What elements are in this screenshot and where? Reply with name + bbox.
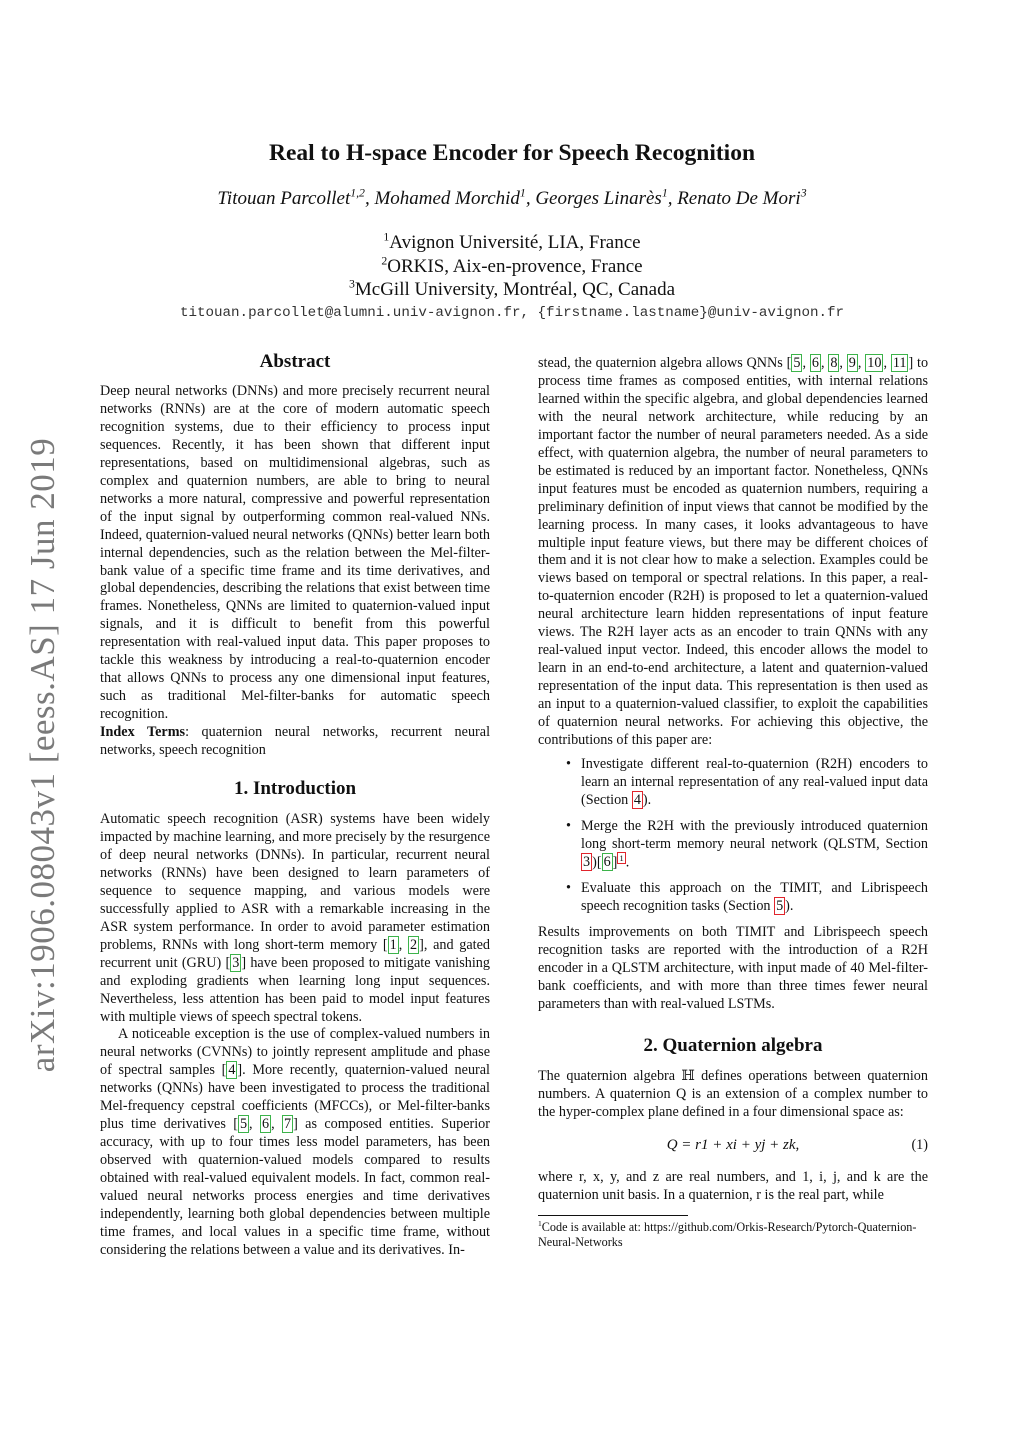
affiliations [0,231,1024,302]
affiliation: $^1$Avignon Université, LIA, France [383,230,641,253]
section-heading-introduction: 1. Introduction [233,778,357,800]
left-column [100,350,490,1260]
author-name: Georges Linarès [535,188,662,209]
quaternion-paragraph: The quaternion algebra ℍ defines operations between quaternion numbers. A quaternion Q is an extension of a complex number to the hyper-complex plane defined in a four dimensional space as: [538,1068,928,1120]
citation-link[interactable]: 4 [228,1062,236,1079]
citation-link[interactable]: 5 [793,355,801,371]
section-heading-quaternion-algebra: 2. Quaternion algebra [643,1035,823,1057]
equation-number: (1) [911,1136,928,1153]
arxiv-id: arXiv:1906.08043v1 [eess.AS] 17 Jun 2019 [23,437,62,1073]
citation-link[interactable]: 1 [389,936,397,953]
footnote-link[interactable]: 1 [619,852,624,863]
list-item: • Investigate different real-to-quaternion (R2H) encoders to learn an internal representation of any real-valued input data (Section 4 ). [566,755,928,808]
citation-link[interactable]: 6 [603,854,611,871]
contribution-list [538,756,928,916]
citation-link[interactable]: 2 [410,936,418,953]
intro-paragraph-1: Automatic speech recognition (ASR) systems have been widely impacted by machine learning, and more precisely by the resurgence of deep neural networks (DNNs). In particular, recurrent neural networks (RNNs) have been designed to learn parameters of sequence to sequence mapping, and various models were successfully applied to ASR with a remarkable increasing in the ASR system performance. In order to avoid parameter estimation problems, RNNs with long short-term memory [ 1 , 2 ], and gated recurrent unit (GRU) [ 3 ] have been proposed to mitigate vanishing and exploding gradients when learning long input sequences. Nevertheless, less attention has been paid to model input features with multiple views of speech spectral tokens. [100,811,490,1025]
citation-link[interactable]: 7 [283,1116,292,1133]
citation-link[interactable]: 3 [232,954,240,971]
citation-link[interactable]: 6 [261,1116,270,1133]
author-name: Renato De Mori [677,188,801,209]
footnote: $^1$Code is available at: https://github.com/Orkis-Research/Pytorch-Quaternion-Neural-Networks [538,1218,917,1249]
index-terms: Index Terms: quaternion neural networks, recurrent neural networks, speech recognition [100,724,491,759]
results-paragraph: Results improvements on both TIMIT and Librispeech speech recognition tasks are reported with the introduction of a R2H encoder in a QLSTM architecture, with input made of 40 Mel-filter-bank coefficients, and with more than three times fewer neural parameters than with real-valued LSTMs. [538,924,928,1013]
author-emails: titouan.parcollet@alumni.univ-avignon.fr, {firstname.lastname}@univ-avignon.fr [179,305,845,321]
arxiv-sidebar-stamp [20,437,66,1073]
section-link[interactable]: 3 [583,854,591,871]
section-link[interactable]: 5 [776,898,784,915]
citation-link[interactable]: 6 [811,355,819,371]
list-item: • Merge the R2H with the previously introduced quaternion long short-term memory neural network (QLSTM, Section 3 )[ 6 ] $^1$ . [566,817,928,871]
affiliation: $^3$McGill University, Montréal, QC, Canada [348,277,675,300]
citation-link[interactable]: 5 [239,1116,248,1133]
citation-link[interactable]: 10 [867,355,882,371]
citation-link[interactable]: 9 [848,355,856,371]
abstract-heading: Abstract [259,351,331,372]
author-name: Mohamed Morchid [374,188,520,209]
equation-1 [538,1137,928,1155]
affiliation: $^2$ORKIS, Aix-en-provence, France [381,254,643,277]
citation-link[interactable]: 8 [830,355,838,371]
abstract-text: Deep neural networks (DNNs) and more precisely recurrent neural networks (RNNs) are at the core of modern automatic speech recognition systems, due to their efficiency to process input sequences. Recently, it has been shown that different input representations, based on multidimensional algebras, such as complex and quaternion numbers, are able to bring to neural networks a more natural, compressive and powerful representation of the input signal by outperforming common real-valued NNs. Indeed, quaternion-valued neural networks (QNNs) better learn both internal dependencies, such as the relation between the Mel-filter-bank value of a specific time frame and its time derivatives, and global dependencies, describing the relations that exist between time frames. Nonetheless, QNNs are limited to quaternion-valued input signals, and it is difficult to benefit from this powerful representation with real-valued input data. This paper proposes to tackle this weakness by introducing a real-to-quaternion encoder that allows QNNs to process any one dimensional input features, such as traditional Mel-filter-banks for automatic speech recognition. [100,383,490,723]
list-item: • Evaluate this approach on the TIMIT, and Librispeech speech recognition tasks (Section 5 ). [566,880,928,915]
paper-title: Real to H-space Encoder for Speech Recognition [268,140,756,166]
equation-body: Q = r1 + xi + yj + zk, [666,1136,800,1153]
author-list: Titouan Parcollet$^{1,2}$, Mohamed Morchid$^1$, Georges Linarès$^1$, Renato De Mori$^3$ [217,186,807,209]
intro-paragraph-continued: stead, the quaternion algebra allows QNNs [ 5 , 6 , 8 , 9 , 10 , 11 ] to process time frames as composed entities, with internal relations learned within the specific algebra, and global dependencies learned with the neural network architecture, while reducing by an important factor the number of neural parameters needed. As a side effect, with quaternion algebra, the number of neural parameters to be estimated is reduced by an important factor. Nonetheless, QNNs input features must be encoded as quaternion numbers, requiring a preliminary definition of input views that cannot be modified by the learning process. In many cases, it looks advantageous to have multiple input feature views, but there may be different choices of them and it is not clear how to make a selection. Examples could be views based on temporal or spectral relations. In this paper, a real-to-quaternion encoder (R2H) is proposed to let a quaternion-valued neural architecture learn hidden representations of input feature views. The R2H layer acts as an encoder to train QNNs with any real-valued input vector. Indeed, this encoder allows the model to learn in an end-to-end architecture, a latent and quaternion-valued representation of the input data. This representation is then used as an input to a quaternion-valued classifier, to exploit the capabilities of quaternion neural networks. For achieving this objective, the contributions of this paper are: [538,355,929,749]
right-column [538,355,928,1250]
quaternion-paragraph-2: where r, x, y, and z are real numbers, and 1, i, j, and k are the quaternion unit basis. In a quaternion, r is the real part, while [538,1168,928,1203]
intro-paragraph-2: A noticeable exception is the use of complex-valued numbers in neural networks (CVNNs) to jointly represent amplitude and phase of spectral samples [ 4 ]. More recently, quaternion-valued neural networks (QNNs) have been investigated to process the traditional Mel-frequency cepstral coefficients (MFCCs), or Mel-filter-banks plus time derivatives [ 5 , 6 , 7 ] as composed entities. Superior accuracy, with up to four times less model parameters, has been observed with quaternion-valued models compared to results obtained with real-valued equivalent models. In fact, common real-valued neural networks process energies and time derivatives independently, learning both global dependencies between multiple time frames, and local values in a specific time frame, without considering the relations between a value and its derivatives. In- [100,1026,491,1258]
footnote-rule [538,1215,688,1216]
citation-link[interactable]: 11 [892,355,907,371]
section-link[interactable]: 4 [633,791,641,808]
author-name: Titouan Parcollet [217,188,351,209]
